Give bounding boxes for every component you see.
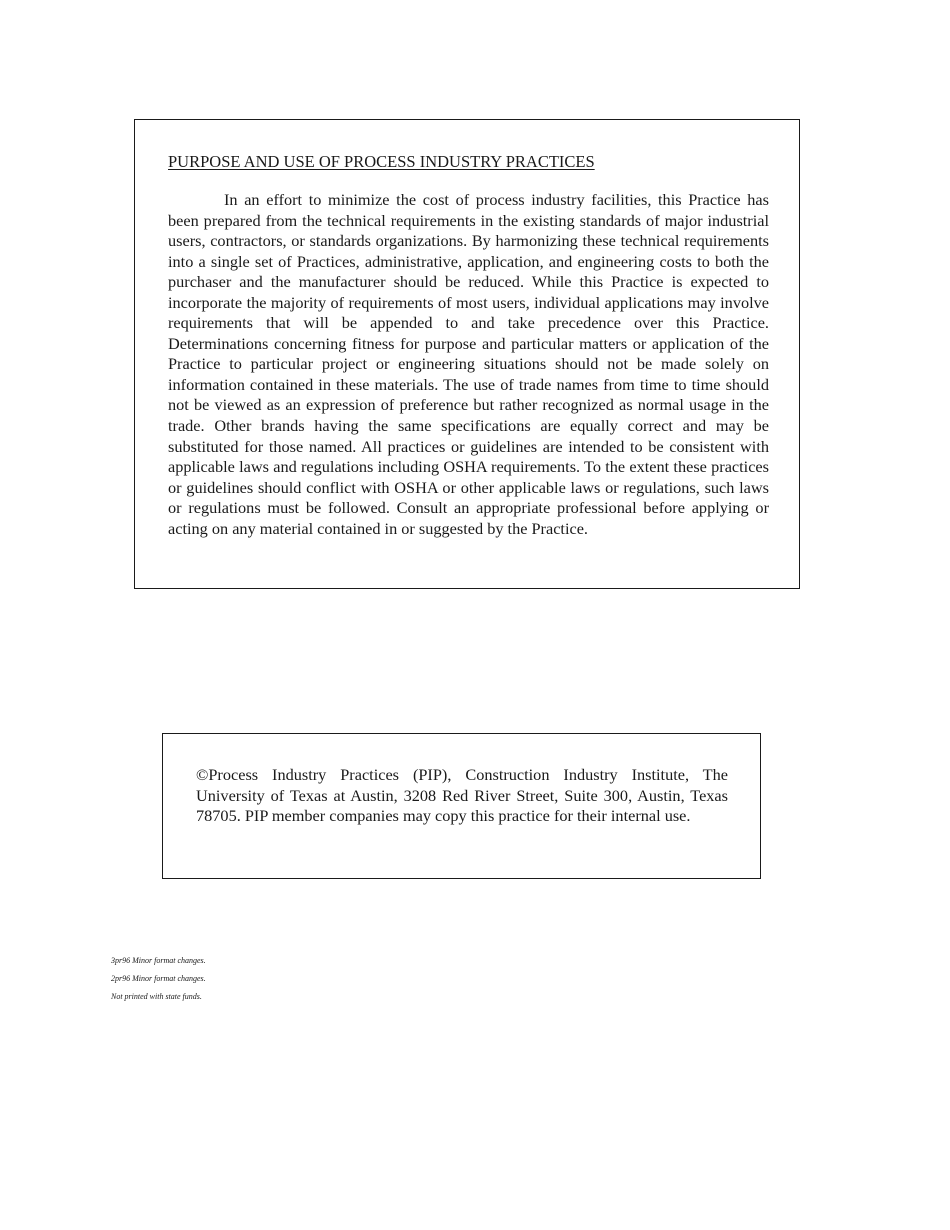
copyright-section bbox=[162, 733, 761, 879]
copyright-text: ©Process Industry Practices (PIP), Construction Industry Institute, The University of Texas at Austin, 3208 Red River Street, Suite 300, Austin, Texas 78705. PIP member companies may copy this practice for their internal use. bbox=[196, 765, 728, 826]
revision-note: 3pr96 Minor format changes. bbox=[111, 956, 206, 965]
revision-note: 2pr96 Minor format changes. bbox=[111, 974, 206, 983]
purpose-title: PURPOSE AND USE OF PROCESS INDUSTRY PRACTICES bbox=[168, 152, 595, 171]
revision-notes bbox=[111, 952, 411, 1006]
printing-note: Not printed with state funds. bbox=[111, 992, 202, 1001]
purpose-body: In an effort to minimize the cost of process industry facilities, this Practice has been prepared from the technical requirements in the existing standards of major industrial users, contractors, or standards organizations. By harmonizing these technical requirements into a single set of Practices, administrative, application, and engineering costs to both the purchaser and the manufacturer should be reduced. While this Practice is expected to incorporate the majority of requirements of most users, individual applications may involve requirements that will be appended to and take precedence over this Practice. Determinations concerning fitness for purpose and particular matters or application of the Practice to particular project or engineering situations should not be made solely on information contained in these materials. The use of trade names from time to time should not be viewed as an expression of preference but rather recognized as normal usage in the trade. Other brands having the same specifications are equally correct and may be substituted for those named. All practices or guidelines are intended to be consistent with applicable laws and regulations including OSHA requirements. To the extent these practices or guidelines should conflict with OSHA or other applicable laws or regulations, such laws or regulations must be followed. Consult an appropriate professional before applying or acting on any material contained in or suggested by the Practice. bbox=[168, 190, 769, 538]
purpose-section bbox=[134, 119, 800, 589]
